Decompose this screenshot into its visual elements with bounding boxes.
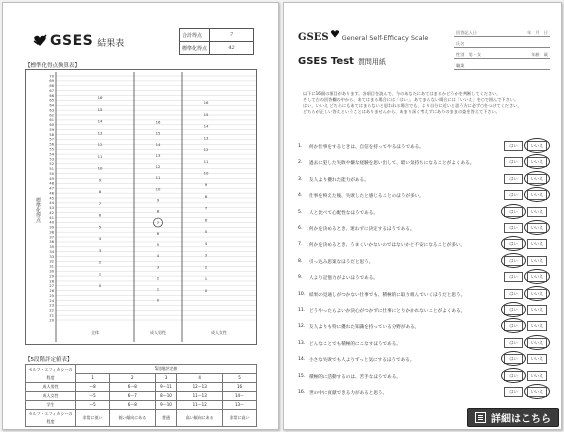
question-text: 引っ込み思案なほうだと思う。 — [309, 259, 374, 265]
y-tick-label: 48 — [49, 181, 54, 186]
rating-degree: 非常に低い — [76, 410, 110, 427]
y-tick-label: 51 — [49, 167, 54, 172]
no-option[interactable]: いいえ — [527, 223, 547, 233]
table-row — [454, 58, 550, 69]
question-text: 仕事を終えた後、失敗したと感じることのほうが多い。 — [309, 194, 424, 200]
y-tick-label: 54 — [49, 152, 54, 157]
no-option[interactable]: いいえ — [527, 272, 547, 282]
y-tick-label: 50 — [49, 171, 54, 176]
question-text: 何か仕事をするときは、自信を持ってやるほうである。 — [309, 145, 424, 150]
score-value-label: 11 — [203, 158, 209, 164]
score-value-label: 0 — [204, 287, 208, 293]
info-label: 氏名 — [454, 36, 498, 47]
yes-option[interactable]: はい — [504, 354, 523, 364]
rating-degree: 非常に高い — [223, 410, 257, 427]
rating-table — [25, 364, 257, 427]
question-number: 1. — [298, 144, 303, 149]
rating-cell: 9～11 — [155, 383, 177, 392]
score-value-label: 9 — [98, 177, 102, 183]
score-value-label: 3 — [156, 264, 160, 270]
y-tick-label: 33 — [49, 254, 54, 259]
score-value-label: 6 — [204, 217, 208, 223]
score-value-label: 13 — [155, 152, 161, 158]
question-number: 11. — [298, 308, 306, 313]
yes-option[interactable]: はい — [504, 272, 523, 282]
question-text: 世の中に貢献できる力があると思う。 — [309, 391, 388, 396]
rating-row-label: 学生 — [26, 401, 76, 410]
no-option[interactable]: いいえ — [527, 256, 547, 266]
y-tick-label: 66 — [49, 93, 54, 98]
score-box — [179, 28, 254, 55]
questionnaire-page — [283, 2, 562, 430]
table-row — [26, 383, 257, 392]
std-score-value: 42 — [210, 42, 254, 55]
score-value-label: 5 — [98, 224, 102, 230]
question-number: 10. — [298, 291, 306, 297]
questionnaire-title-jp: 質問用紙 — [357, 58, 386, 66]
question-number: 5. — [298, 209, 303, 215]
score-value-label: 6 — [156, 230, 160, 236]
score-value-label: 14 — [155, 141, 161, 147]
list-item — [298, 305, 550, 319]
list-item — [298, 207, 550, 221]
score-value-label: 11 — [97, 153, 103, 159]
no-option[interactable]: いいえ — [527, 338, 547, 348]
question-text: 人と比べて心配性なほうである。 — [309, 210, 378, 216]
list-item — [298, 190, 550, 204]
score-value-label: 15 — [203, 111, 209, 117]
question-number: 2. — [298, 160, 303, 166]
score-value-label: 16 — [155, 119, 161, 125]
y-tick-label: 53 — [49, 157, 54, 162]
question-text: 積極的に活動するのは、苦手なほうである。 — [309, 374, 401, 380]
info-suffix: 年齢 歳 — [498, 47, 550, 58]
y-tick-label: 22 — [49, 308, 54, 313]
list-item — [298, 371, 550, 385]
rating-level: 3 — [155, 374, 177, 383]
info-suffix — [498, 58, 550, 69]
answer-circle-mark — [524, 138, 550, 153]
y-tick-label: 20 — [49, 318, 54, 323]
info-label: 性別 男・女 — [454, 47, 498, 58]
rating-cell: 16 — [223, 383, 257, 392]
table-row — [454, 25, 550, 36]
list-item — [298, 141, 550, 155]
question-text: どうやったらよいか決心がつかずに仕事にとりかかれないことがよくある。 — [309, 309, 466, 314]
question-number: 15. — [298, 373, 306, 379]
rating-row-label: 成人男性 — [26, 383, 76, 392]
yes-option[interactable]: はい — [504, 174, 523, 184]
y-tick-label: 46 — [49, 191, 54, 196]
yes-option[interactable]: はい — [504, 305, 523, 315]
score-value-label: 16 — [203, 100, 209, 106]
rating-cell: ～5 — [76, 392, 110, 401]
rating-cell: 9～10 — [155, 401, 177, 410]
y-tick-label: 28 — [49, 279, 54, 284]
y-tick-label: 60 — [49, 123, 54, 128]
y-tick-label: 37 — [49, 235, 54, 240]
rating-degree: 普通 — [155, 410, 177, 427]
no-option[interactable]: いいえ — [527, 289, 547, 299]
score-value-label: 6 — [98, 212, 102, 218]
no-option[interactable]: いいえ — [527, 207, 547, 217]
instructions — [298, 91, 550, 115]
yes-option[interactable]: はい — [504, 141, 523, 151]
table-row — [454, 47, 550, 58]
no-option[interactable]: いいえ — [527, 305, 547, 315]
y-tick-label: 26 — [49, 289, 54, 294]
score-value-label: 1 — [156, 286, 160, 292]
answer-circle-mark — [501, 302, 526, 317]
question-number: 6. — [298, 226, 303, 231]
rating-cell: 6～8 — [109, 383, 155, 392]
answer-circle-mark — [501, 204, 526, 219]
no-option[interactable]: いいえ — [527, 190, 547, 200]
question-number: 3. — [298, 176, 303, 182]
answer-circle-mark — [524, 335, 550, 350]
score-value-label: 14 — [203, 123, 209, 129]
respondent-info — [454, 25, 550, 70]
no-option[interactable]: いいえ — [527, 157, 547, 167]
answer-circle-mark — [501, 253, 526, 268]
rating-cell: 14～ — [223, 392, 257, 401]
y-tick-label: 45 — [49, 196, 54, 201]
y-tick-label: 44 — [49, 201, 54, 206]
results-sheet-page — [2, 2, 279, 430]
column-label: 成人男性 — [150, 330, 166, 335]
y-tick-label: 56 — [49, 142, 54, 147]
rating-cell: 6～8 — [109, 401, 155, 410]
question-text: 小さな失敗でも人よりずっと気にするほうである。 — [309, 358, 415, 364]
answer-circle-mark — [524, 286, 550, 301]
no-option[interactable]: いいえ — [527, 371, 547, 381]
rating-cell: 8～10 — [155, 392, 177, 401]
y-tick-label: 57 — [49, 137, 54, 142]
y-tick-label: 30 — [49, 269, 54, 274]
info-label: 回答記入日 — [454, 25, 498, 36]
score-value-label: 14 — [97, 118, 103, 124]
score-value-label: 10 — [155, 186, 161, 192]
y-tick-label: 25 — [49, 293, 54, 298]
y-tick-label: 35 — [49, 245, 54, 250]
results-logo-text: GSES — [50, 33, 94, 49]
y-tick-label: 39 — [49, 225, 54, 230]
question-number: 12. — [298, 324, 306, 330]
rating-level: 4 — [177, 374, 223, 383]
questionnaire-logo — [298, 29, 428, 43]
questionnaire-subtitle: General Self-Efficacy Scale — [341, 34, 429, 42]
y-tick-label: 68 — [49, 84, 54, 89]
question-number: 9. — [298, 275, 303, 281]
no-option[interactable]: いいえ — [527, 321, 547, 331]
answer-circle-mark — [524, 220, 550, 235]
yes-option[interactable]: はい — [504, 387, 523, 397]
no-option[interactable]: いいえ — [527, 239, 547, 249]
results-logo — [33, 33, 124, 49]
yes-option[interactable]: はい — [504, 338, 523, 348]
yes-option[interactable]: はい — [504, 289, 523, 299]
heart-check-icon — [33, 34, 47, 48]
score-value-label: 8 — [156, 208, 160, 214]
question-text: 結果の見通しがつかない仕事でも、積極的に取り組んでいくほうだと思う。 — [309, 292, 466, 298]
list-item — [298, 272, 550, 286]
y-tick-label: 36 — [49, 240, 54, 245]
y-tick-label: 67 — [49, 88, 54, 93]
list-item — [298, 387, 550, 401]
questionnaire-title-test: GSES Test — [298, 56, 354, 67]
y-tick-label: 40 — [49, 220, 54, 225]
info-suffix — [498, 36, 550, 47]
questionnaire-title — [298, 56, 386, 67]
question-number: 8. — [298, 258, 303, 264]
rating-cell: 12～13 — [177, 383, 223, 392]
y-tick-label: 52 — [49, 162, 54, 167]
info-suffix: 年 月 日 — [498, 25, 550, 36]
answer-circle-mark — [501, 368, 526, 383]
instruction-line: どちらが正しい答えということはありませんから、あまり深く考えずにありのままの姿を答えて下さい。 — [303, 109, 500, 114]
no-option[interactable]: いいえ — [527, 354, 547, 364]
table5-title: 【5段階評定値表】 — [25, 357, 73, 363]
y-tick-label: 27 — [49, 284, 54, 289]
no-option[interactable]: いいえ — [527, 174, 547, 184]
question-text: 何かを決めるとき、うまくいかないのではないかと不安になることが多い。 — [309, 243, 466, 249]
raw-score-value: 7 — [210, 29, 254, 42]
conversion-chart — [25, 69, 257, 345]
score-value-label: 5 — [204, 229, 208, 235]
y-tick-label: 29 — [49, 274, 54, 279]
list-item — [298, 256, 550, 270]
question-text: 過去に犯した失敗や嫌な経験を思い出して、暗い気持ちになることがよくある。 — [309, 161, 475, 167]
question-text: 何かを決めるとき、迷わずに決定するほうである。 — [309, 227, 415, 232]
list-item — [298, 354, 550, 368]
score-value-label: 4 — [98, 236, 102, 242]
list-item — [298, 321, 550, 335]
rating-level: 1 — [76, 374, 110, 383]
y-tick-label: 69 — [49, 79, 54, 84]
rating-cell: 11～13 — [177, 392, 223, 401]
rating-level: 2 — [109, 374, 155, 383]
info-label: 職業 — [454, 58, 498, 69]
chart-section-title: 【標準化得点換算表】 — [25, 63, 81, 69]
y-tick-label: 32 — [49, 259, 54, 264]
raw-score-label: 合計得点 — [180, 29, 210, 42]
list-item — [298, 174, 550, 188]
column-label: 成人女性 — [211, 330, 227, 335]
y-tick-label: 64 — [49, 103, 54, 108]
score-value-label: 4 — [204, 240, 208, 246]
table-row — [454, 36, 550, 47]
question-text: 友人より優れた能力がある。 — [309, 177, 369, 183]
rating-degree: 高い傾向にある — [177, 410, 223, 427]
question-number: 16. — [298, 390, 306, 395]
rating-row-label: 成人女性 — [26, 392, 76, 401]
score-value-label: 1 — [204, 276, 208, 282]
score-value-label: 7 — [204, 205, 208, 211]
list-item — [298, 157, 550, 171]
yes-option[interactable]: はい — [504, 321, 523, 331]
details-button[interactable] — [467, 408, 559, 427]
instruction-line: はい、いいえ どちらにもあてはまらないと思われる場合でも、より自分に近いと思う方に必ず○をつけてください。 — [303, 103, 522, 108]
y-tick-label: 31 — [49, 264, 54, 269]
yes-option[interactable]: はい — [504, 256, 523, 266]
score-value-label: 12 — [155, 164, 161, 170]
rating-degree-label: セルフ・エフィカシーの程度 — [26, 410, 76, 427]
score-value-label: 7 — [156, 219, 160, 225]
question-number: 4. — [298, 193, 303, 199]
score-value-label: 16 — [97, 95, 103, 101]
rating-cell: ～5 — [76, 401, 110, 410]
score-value-label: 9 — [156, 197, 160, 203]
score-value-label: 10 — [203, 170, 209, 176]
answer-circle-mark — [524, 384, 550, 399]
score-value-label: 4 — [156, 253, 160, 259]
score-value-label: 2 — [98, 259, 102, 265]
score-value-label: 2 — [204, 264, 208, 270]
question-text: どんなことでも積極的にこなすほうである。 — [309, 341, 401, 347]
score-value-label: 8 — [204, 193, 208, 199]
y-tick-label: 43 — [49, 206, 54, 211]
question-text: 友人よりも特に優れた知識を持っている分野がある。 — [309, 325, 420, 331]
yes-option[interactable]: はい — [504, 239, 523, 249]
rating-cell: 13～ — [223, 401, 257, 410]
score-value-label: 3 — [98, 247, 102, 253]
question-number: 14. — [298, 357, 306, 363]
score-value-label: 1 — [98, 271, 102, 277]
score-value-label: 15 — [155, 130, 161, 136]
y-tick-label: 58 — [49, 132, 54, 137]
score-value-label: 15 — [97, 106, 103, 112]
score-value-label: 0 — [156, 297, 160, 303]
score-value-label: 7 — [98, 200, 102, 206]
score-value-label: 8 — [98, 189, 102, 195]
score-value-label: 9 — [204, 182, 208, 188]
y-tick-label: 21 — [49, 313, 54, 318]
rating-row-header: セルフ・エフィカシーの程度 — [26, 365, 76, 383]
y-axis-label: 標準化得点 — [35, 197, 41, 223]
yes-option[interactable]: はい — [504, 207, 523, 217]
score-value-label: 13 — [97, 130, 103, 136]
conversion-chart-svg — [26, 70, 256, 344]
rating-degree: 低い傾向にある — [109, 410, 155, 427]
table-row — [26, 410, 257, 427]
score-value-label: 5 — [156, 242, 160, 248]
y-tick-label: 62 — [49, 113, 54, 118]
y-tick-label: 34 — [49, 249, 54, 254]
rating-cell: 6～7 — [109, 392, 155, 401]
rating-cell: ～8 — [76, 383, 110, 392]
rating-level: 5 — [223, 374, 257, 383]
y-tick-label: 55 — [49, 147, 54, 152]
details-button-label: 詳細はこちら — [491, 414, 551, 425]
y-tick-label: 59 — [49, 127, 54, 132]
no-option[interactable]: いいえ — [527, 387, 547, 397]
yes-option[interactable]: はい — [504, 371, 523, 381]
list-item — [298, 239, 550, 253]
score-value-label: 10 — [97, 165, 103, 171]
score-value-label: 12 — [203, 147, 209, 153]
score-value-label: 13 — [203, 135, 209, 141]
questionnaire-logo-text: GSES — [298, 32, 329, 43]
y-tick-label: 61 — [49, 118, 54, 123]
instruction-line: そして右の回答欄の中から、あてはまる場合には「はい」、あてまらない場合には「いいえ」を○で囲んで下さい。 — [303, 97, 519, 102]
column-label: 全体 — [91, 330, 99, 335]
yes-option[interactable]: はい — [504, 223, 523, 233]
y-tick-label: 65 — [49, 98, 54, 103]
list-item — [298, 223, 550, 237]
y-tick-label: 70 — [49, 74, 54, 79]
question-number: 7. — [298, 242, 303, 248]
results-title: 結果表 — [97, 39, 125, 49]
y-tick-label: 38 — [49, 230, 54, 235]
yes-option[interactable]: はい — [504, 190, 523, 200]
question-number: 13. — [298, 340, 306, 346]
rating-group-header: 5段階評定値 — [76, 365, 257, 374]
no-option[interactable]: いいえ — [527, 141, 547, 151]
yes-option[interactable]: はい — [504, 157, 523, 167]
list-item — [298, 289, 550, 303]
y-tick-label: 63 — [49, 108, 54, 113]
y-tick-label: 24 — [49, 298, 54, 303]
score-value-label: 12 — [97, 142, 103, 148]
y-tick-label: 47 — [49, 186, 54, 191]
score-value-label: 2 — [156, 275, 160, 281]
score-value-label: 3 — [204, 252, 208, 258]
instruction-line: 以下に16個の項目があります。各項目を読んで、今のあなたにあてはまるかどうかを判断してください。 — [303, 91, 501, 96]
answer-circle-mark — [524, 171, 550, 186]
document-icon — [475, 412, 486, 423]
list-item — [298, 338, 550, 352]
y-tick-label: 42 — [49, 210, 54, 215]
score-value-label: 0 — [98, 283, 102, 289]
std-score-label: 標準化得点 — [180, 42, 210, 55]
heart-check-icon — [330, 29, 340, 39]
table-row — [26, 392, 257, 401]
score-value-label: 11 — [155, 175, 161, 181]
y-tick-label: 49 — [49, 176, 54, 181]
rating-cell: 11～12 — [177, 401, 223, 410]
y-tick-label: 23 — [49, 303, 54, 308]
table-row — [26, 401, 257, 410]
y-tick-label: 41 — [49, 215, 54, 220]
question-text: 人より記憶力がよいほうである。 — [309, 276, 378, 282]
